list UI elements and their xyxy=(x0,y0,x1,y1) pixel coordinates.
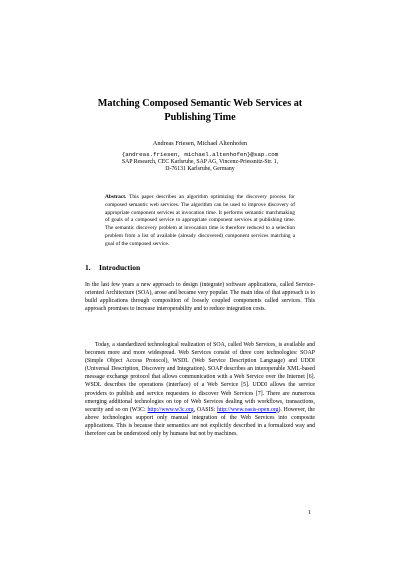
paragraph-1: In the last few years a new approach to design (integrate) software applications, called Service-oriented Architecture (SOA), arose and became very popular. The main idea of that approach is to build applications through composition of loosely coupled components called services. This approach promises to increase interoperability and to reduce integration costs. xyxy=(85,282,315,313)
author-emails: {andreas.friesen, michael.altenhofen}@sap.com xyxy=(121,151,279,158)
title-line-2: Publishing Time xyxy=(164,111,236,123)
title-line-1: Matching Composed Semantic Web Services at xyxy=(97,98,303,109)
affiliation-line-1: SAP Research, CEC Karlsruhe, SAP AG, Vincenz-Priessnitz-Str. 1, xyxy=(121,159,279,165)
paragraph-2-part-a: Today, a standardized technological realization of SOA, called Web Services, is available and becomes more and more widespread. Web Services consist of three core technologies: SOAP (Simple Object Access Protocol), WSDL (Web Service Description Language) and UDDI (Universal Description, Discovery and Integration). SOAP describes an interoperable XML-based message exchange protocol that allows communication with a Web Service over the Internet [6]. WSDL describes the operations (interface) of a Web Service [5]. UDDI allows the service providers to publish and service requesters to discover Web Services [7]. There are numerous emerging additional technologies on top of Web Services dealing with workflows, transactions, security and so on (W3C: xyxy=(85,342,315,413)
affiliation xyxy=(60,159,340,174)
section-title: Introduction xyxy=(99,263,141,272)
w3c-link[interactable]: http://www.w3c.org xyxy=(147,406,194,413)
paragraph-2-part-b: , OASIS: xyxy=(193,406,218,413)
paragraph-2 xyxy=(85,341,315,438)
paper-title xyxy=(60,97,340,124)
abstract-label: Abstract. xyxy=(105,194,127,200)
section-number: 1. xyxy=(85,263,91,272)
paragraph-2-part-c: ). However, the above technologies support only manual integration of the Web Services into composite applications. This is because their semantics are not explicitly described in a formalized way and therefore can be understood only by humans but not by machines. xyxy=(85,406,315,438)
oasis-link[interactable]: http://www.oasis-open.org xyxy=(217,406,279,413)
section-heading xyxy=(85,263,140,273)
affiliation-line-2: D-76131 Karlsruhe, Germany xyxy=(165,166,235,173)
authors: Andreas Friesen, Michael Altenhofen xyxy=(152,140,248,147)
abstract xyxy=(105,194,295,249)
page-number: 1 xyxy=(308,510,311,516)
abstract-text: This paper describes an algorithm optimizing the discovery process for composed semantic web services. The algorithm can be used to improve discovery of appropriate component services at invocation time. It performs semantic matchmaking of goals of a composed service to appropriate component services at publishing time. The semantic discovery problem at invocation time is therefore reduced to a selection problem from a list of available (already discovered) component services matching a goal of the composed service. xyxy=(105,194,295,247)
